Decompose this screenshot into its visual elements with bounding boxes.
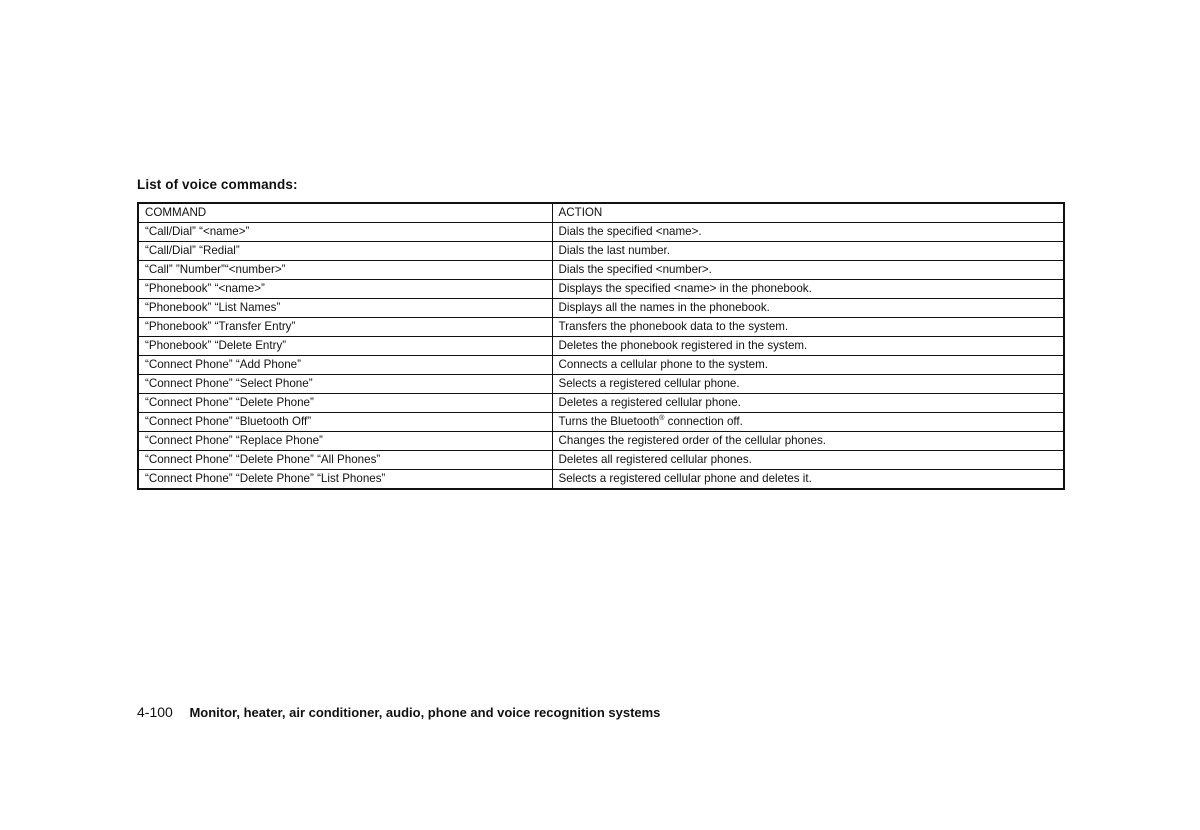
page-footer — [137, 704, 660, 720]
table-row — [138, 337, 1064, 356]
action-text: Turns the Bluetooth — [558, 415, 660, 428]
command-cell: “Connect Phone” “Delete Phone” “All Phones” — [138, 451, 552, 470]
action-cell: Deletes the phonebook registered in the system. — [552, 337, 1064, 356]
command-cell: “Call” ”Number”“<number>” — [138, 261, 552, 280]
table-row — [138, 470, 1064, 490]
action-cell: Displays all the names in the phonebook. — [552, 299, 1064, 318]
table-row — [138, 413, 1064, 432]
table-row — [138, 394, 1064, 413]
footer-section-title: Monitor, heater, air conditioner, audio, phone and voice recognition systems — [189, 705, 661, 720]
command-cell: “Connect Phone” “Delete Phone” “List Phones” — [138, 470, 552, 490]
voice-commands-table — [137, 202, 1065, 490]
action-cell: Deletes a registered cellular phone. — [552, 394, 1064, 413]
page-number: 4-100 — [137, 704, 173, 720]
action-text-continued: connection off. — [664, 415, 743, 428]
command-cell: “Phonebook” “List Names” — [138, 299, 552, 318]
table-row — [138, 451, 1064, 470]
command-cell: “Connect Phone” “Delete Phone” — [138, 394, 552, 413]
action-cell: Selects a registered cellular phone and deletes it. — [552, 470, 1064, 490]
action-cell: Dials the last number. — [552, 242, 1064, 261]
section-heading: List of voice commands: — [137, 177, 298, 192]
command-cell: “Connect Phone” “Bluetooth Off” — [138, 413, 552, 432]
command-cell: “Phonebook” “Transfer Entry” — [138, 318, 552, 337]
command-cell: “Phonebook” “Delete Entry” — [138, 337, 552, 356]
command-cell: “Call/Dial” “<name>” — [138, 223, 552, 242]
table-row — [138, 356, 1064, 375]
action-cell: Dials the specified <number>. — [552, 261, 1064, 280]
table-row — [138, 261, 1064, 280]
table-row — [138, 318, 1064, 337]
table-row — [138, 375, 1064, 394]
action-cell: Selects a registered cellular phone. — [552, 375, 1064, 394]
action-cell: Displays the specified <name> in the phonebook. — [552, 280, 1064, 299]
action-cell: Deletes all registered cellular phones. — [552, 451, 1064, 470]
command-column-header: COMMAND — [138, 203, 552, 223]
table-row — [138, 242, 1064, 261]
action-cell — [552, 413, 1064, 432]
table-header-row — [138, 203, 1064, 223]
registered-mark: ® — [659, 415, 665, 422]
command-cell: “Connect Phone” “Select Phone” — [138, 375, 552, 394]
action-cell: Transfers the phonebook data to the system. — [552, 318, 1064, 337]
command-cell: “Call/Dial” “Redial” — [138, 242, 552, 261]
command-cell: “Phonebook” “<name>” — [138, 280, 552, 299]
action-cell: Connects a cellular phone to the system. — [552, 356, 1064, 375]
table-row — [138, 223, 1064, 242]
table-row — [138, 432, 1064, 451]
command-cell: “Connect Phone” “Add Phone” — [138, 356, 552, 375]
action-column-header: ACTION — [552, 203, 1064, 223]
action-cell: Changes the registered order of the cellular phones. — [552, 432, 1064, 451]
table-row — [138, 299, 1064, 318]
action-cell: Dials the specified <name>. — [552, 223, 1064, 242]
command-cell: “Connect Phone” “Replace Phone” — [138, 432, 552, 451]
table-row — [138, 280, 1064, 299]
